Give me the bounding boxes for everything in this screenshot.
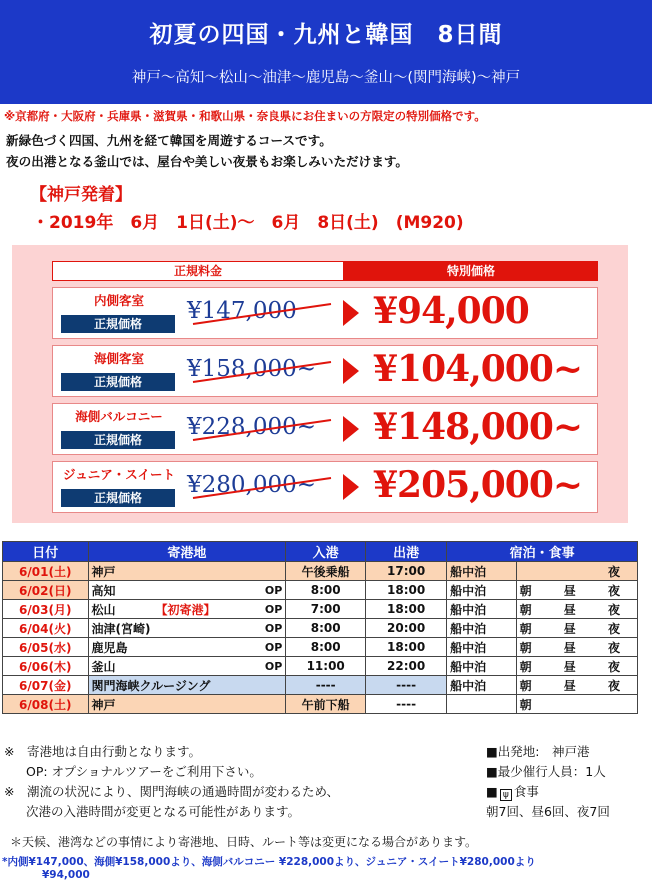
note-line: OP: オプショナルツアーをご利用下さい。: [26, 764, 262, 779]
port-name: 油津(宮崎): [91, 621, 151, 636]
strike-line: [187, 294, 337, 332]
row-port: [88, 562, 286, 581]
row-departure: 18:00: [366, 600, 447, 619]
row-arrival: 11:00: [286, 657, 366, 676]
row-date: 6/06(木): [3, 657, 89, 676]
row-date: 6/02(日): [3, 581, 89, 600]
row-departure: 20:00: [366, 619, 447, 638]
op-mark: OP: [264, 602, 283, 616]
special-price: ¥205,000~: [373, 464, 583, 506]
port-name: 鹿児島: [91, 640, 128, 655]
table-row: [3, 562, 638, 581]
regular-price: ¥228,000~: [187, 414, 317, 440]
table-header-row: [3, 542, 638, 562]
row-port: [88, 638, 286, 657]
price-row: [52, 345, 598, 397]
port-name: 関門海峡クルージング: [91, 678, 211, 693]
room-type: 内側客室: [93, 293, 144, 308]
note-line: 次港の入港時間が変更となる可能性があります。: [26, 804, 301, 819]
first-call-tag: 【初寄港】: [155, 602, 216, 617]
price-panel: [12, 245, 628, 523]
row-departure: ----: [366, 676, 447, 695]
row-meals: 朝 昼 夜: [516, 619, 637, 638]
row-arrival: 8:00: [286, 581, 366, 600]
row-departure: 22:00: [366, 657, 447, 676]
arrow-icon: [343, 300, 359, 326]
info-departure: ■出発地: 神戸港: [486, 744, 590, 759]
regular-price-badge: 正規価格: [61, 373, 175, 391]
room-type: 海側客室: [93, 351, 144, 366]
row-stay: 船中泊: [447, 638, 516, 657]
row-port: [88, 676, 286, 695]
row-date: 6/05(水): [3, 638, 89, 657]
regular-price: ¥280,000~: [187, 472, 317, 498]
row-date: 6/04(火): [3, 619, 89, 638]
col-header-date: 日付: [3, 542, 89, 562]
row-arrival: 午前下船: [286, 695, 366, 714]
row-meals: 朝 昼 夜: [516, 581, 637, 600]
table-row: [3, 657, 638, 676]
row-date: 6/01(土): [3, 562, 89, 581]
table-row: [3, 600, 638, 619]
regular-price: ¥158,000~: [187, 356, 317, 382]
note-line: ※ 潮流の状況により、関門海峡の通過時間が変わるため、: [4, 784, 339, 799]
residency-notice: ※京都府・大阪府・兵庫県・滋賀県・和歌山県・奈良県にお住まいの方限定の特別価格です。: [4, 109, 486, 123]
info-meals-detail: 朝7回、昼6回、夜7回: [486, 804, 610, 819]
row-departure: 18:00: [366, 638, 447, 657]
row-stay: 船中泊: [447, 657, 516, 676]
col-header-stay-meals: 宿泊・食事: [447, 542, 638, 562]
port-name: 神戸: [91, 697, 116, 712]
price-row: [52, 403, 598, 455]
row-arrival: 8:00: [286, 638, 366, 657]
row-meals: 朝 昼 夜: [516, 657, 637, 676]
room-type: ジュニア・スイート: [62, 467, 175, 482]
col-header-departure: 出港: [366, 542, 447, 562]
port-name: 高知: [91, 583, 116, 598]
row-departure: 18:00: [366, 581, 447, 600]
cutlery-icon: ψ: [500, 789, 512, 801]
port-name: 釜山: [91, 659, 116, 674]
row-meals: 朝 昼 夜: [516, 600, 637, 619]
special-price: ¥94,000: [373, 290, 529, 332]
price-row: [52, 461, 598, 513]
strike-line: [187, 468, 337, 506]
row-departure: 17:00: [366, 562, 447, 581]
col-header-arrival: 入港: [286, 542, 366, 562]
op-mark: OP: [264, 583, 283, 597]
table-row: [3, 695, 638, 714]
change-disclaimer: ＊天候、港湾などの事情により寄港地、日時、ルート等は変更になる場合があります。: [10, 835, 478, 849]
info-meals-label: 食事: [513, 784, 539, 799]
row-arrival: ----: [286, 676, 366, 695]
room-type: 海側バルコニー: [75, 409, 163, 424]
row-meals: 朝: [516, 695, 637, 714]
note-line: ※ 寄港地は自由行動となります。: [4, 744, 201, 759]
op-mark: OP: [264, 659, 283, 673]
row-port: [88, 695, 286, 714]
intro-text: [6, 130, 408, 172]
intro-line: 夜の出港となる釜山では、屋台や美しい夜景もお楽しみいただけます。: [6, 154, 408, 169]
bottom-price-note-2: ¥94,000: [42, 869, 90, 881]
row-port: [88, 619, 286, 638]
op-mark: OP: [264, 621, 283, 635]
regular-price-badge: 正規価格: [61, 489, 175, 507]
port-name: 松山: [91, 602, 116, 617]
notes-block: [4, 742, 339, 822]
row-port: [88, 657, 286, 676]
row-meals: 夜: [516, 562, 637, 581]
special-price-header: 特別価格: [344, 261, 598, 281]
row-date: 6/08(土): [3, 695, 89, 714]
tour-title: 初夏の四国・九州と韓国 8日間: [149, 22, 503, 48]
strike-line: [187, 410, 337, 448]
row-arrival: 午後乗船: [286, 562, 366, 581]
row-stay: [447, 695, 516, 714]
table-row: [3, 638, 638, 657]
regular-price-badge: 正規価格: [61, 315, 175, 333]
departure-heading: 【神戸発着】: [30, 185, 132, 205]
row-arrival: 7:00: [286, 600, 366, 619]
itinerary-table: [2, 541, 638, 714]
row-meals: 朝 昼 夜: [516, 638, 637, 657]
table-row: [3, 581, 638, 600]
op-mark: OP: [264, 640, 283, 654]
table-row: [3, 619, 638, 638]
row-departure: ----: [366, 695, 447, 714]
strike-line: [187, 352, 337, 390]
row-port: [88, 600, 286, 619]
row-stay: 船中泊: [447, 600, 516, 619]
departure-date: ・2019年 6月 1日(土)～ 6月 8日(土) (M920): [32, 213, 464, 233]
row-meals: 朝 昼 夜: [516, 676, 637, 695]
regular-price: ¥147,000: [187, 298, 297, 324]
header-banner: [0, 0, 652, 104]
arrow-icon: [343, 416, 359, 442]
row-port: [88, 581, 286, 600]
bottom-price-note: *内側¥147,000、海側¥158,000より、海側バルコニー ¥228,000より、ジュニア・スイート¥280,000より: [2, 856, 536, 868]
row-stay: 船中泊: [447, 562, 516, 581]
regular-price-header: 正規料金: [52, 261, 344, 281]
row-stay: 船中泊: [447, 676, 516, 695]
table-row: [3, 676, 638, 695]
arrow-icon: [343, 474, 359, 500]
row-stay: 船中泊: [447, 581, 516, 600]
col-header-port: 寄港地: [88, 542, 286, 562]
price-row: [52, 287, 598, 339]
intro-line: 新緑色づく四国、九州を経て韓国を周遊するコースです。: [6, 133, 332, 148]
row-date: 6/07(金): [3, 676, 89, 695]
tour-route: 神戸～高知～松山～油津～鹿児島～釜山～(関門海峡)～神戸: [131, 70, 521, 86]
row-stay: 船中泊: [447, 619, 516, 638]
row-date: 6/03(月): [3, 600, 89, 619]
port-name: 神戸: [91, 564, 116, 579]
special-price: ¥148,000~: [373, 406, 583, 448]
arrow-icon: [343, 358, 359, 384]
info-meals: ■ ψ 食事: [486, 784, 539, 800]
regular-price-badge: 正規価格: [61, 431, 175, 449]
info-min-people: ■最少催行人員：1人: [486, 764, 606, 779]
row-arrival: 8:00: [286, 619, 366, 638]
tour-info: [486, 742, 610, 822]
special-price: ¥104,000~: [373, 348, 583, 390]
